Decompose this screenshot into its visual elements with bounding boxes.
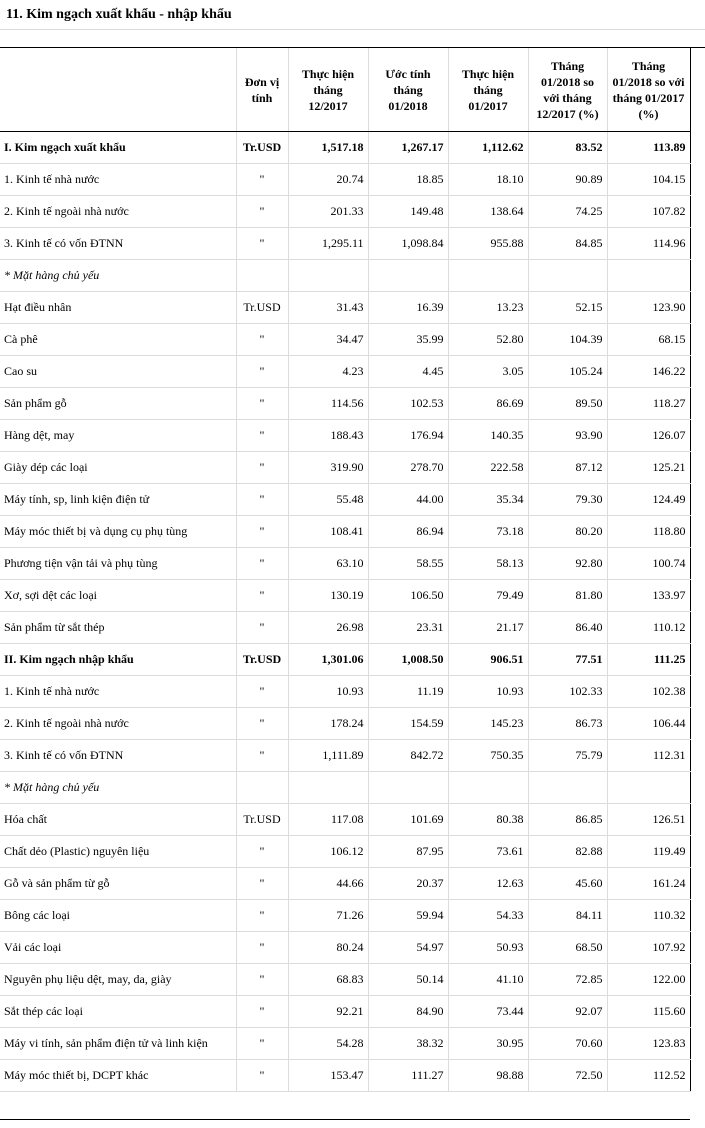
cell-dec-2017: 1,301.06 (288, 644, 368, 676)
cell-dec-2017: 188.43 (288, 420, 368, 452)
trade-table (0, 48, 691, 1092)
cell-dec-2017: 114.56 (288, 388, 368, 420)
cell-pct-vs-dec-2017: 86.73 (528, 708, 607, 740)
cell-pct-vs-dec-2017: 81.80 (528, 580, 607, 612)
cell-pct-vs-jan-2017: 107.92 (607, 932, 690, 964)
table-row (0, 836, 690, 868)
cell-dec-2017: 80.24 (288, 932, 368, 964)
row-unit: " (236, 420, 288, 452)
row-unit: " (236, 900, 288, 932)
cell-dec-2017: 92.21 (288, 996, 368, 1028)
table-row (0, 708, 690, 740)
cell-pct-vs-jan-2017: 114.96 (607, 228, 690, 260)
cell-dec-2017: 1,517.18 (288, 132, 368, 164)
cell-pct-vs-dec-2017 (528, 260, 607, 292)
cell-jan-2018-est: 278.70 (368, 452, 448, 484)
header-cell-jan-2017: Thực hiện tháng 01/2017 (448, 48, 528, 132)
cell-pct-vs-dec-2017: 75.79 (528, 740, 607, 772)
row-label: 3. Kinh tế có vốn ĐTNN (0, 740, 236, 772)
cell-jan-2017: 41.10 (448, 964, 528, 996)
row-unit: " (236, 1060, 288, 1092)
cell-pct-vs-dec-2017: 80.20 (528, 516, 607, 548)
cell-dec-2017: 44.66 (288, 868, 368, 900)
table-row (0, 164, 690, 196)
header-cell-pct-vs-jan-2017: Tháng 01/2018 so với tháng 01/2017 (%) (607, 48, 690, 132)
cell-jan-2017: 73.61 (448, 836, 528, 868)
cell-jan-2017: 30.95 (448, 1028, 528, 1060)
cell-pct-vs-dec-2017: 84.11 (528, 900, 607, 932)
cell-jan-2018-est: 58.55 (368, 548, 448, 580)
row-label: 2. Kinh tế ngoài nhà nước (0, 196, 236, 228)
row-label: Sản phẩm từ sắt thép (0, 612, 236, 644)
row-unit: " (236, 548, 288, 580)
table-row (0, 1060, 690, 1092)
cell-jan-2017: 10.93 (448, 676, 528, 708)
cell-jan-2017: 98.88 (448, 1060, 528, 1092)
table-row (0, 580, 690, 612)
table-row (0, 548, 690, 580)
row-unit: " (236, 580, 288, 612)
cell-jan-2017: 21.17 (448, 612, 528, 644)
cell-jan-2017: 138.64 (448, 196, 528, 228)
table-row (0, 644, 690, 676)
cell-jan-2017: 1,112.62 (448, 132, 528, 164)
cell-pct-vs-jan-2017: 104.15 (607, 164, 690, 196)
cell-pct-vs-jan-2017: 107.82 (607, 196, 690, 228)
cell-jan-2018-est: 38.32 (368, 1028, 448, 1060)
table-row (0, 612, 690, 644)
cell-jan-2018-est: 18.85 (368, 164, 448, 196)
cell-dec-2017: 63.10 (288, 548, 368, 580)
cell-dec-2017: 34.47 (288, 324, 368, 356)
cell-pct-vs-dec-2017: 74.25 (528, 196, 607, 228)
cell-pct-vs-dec-2017: 102.33 (528, 676, 607, 708)
cell-pct-vs-dec-2017: 104.39 (528, 324, 607, 356)
cell-jan-2018-est: 1,008.50 (368, 644, 448, 676)
table-row (0, 132, 690, 164)
cell-jan-2017: 50.93 (448, 932, 528, 964)
cell-jan-2017: 58.13 (448, 548, 528, 580)
row-unit (236, 772, 288, 804)
cell-pct-vs-dec-2017: 87.12 (528, 452, 607, 484)
cell-pct-vs-dec-2017: 84.85 (528, 228, 607, 260)
cell-jan-2018-est: 35.99 (368, 324, 448, 356)
cell-pct-vs-jan-2017: 122.00 (607, 964, 690, 996)
row-label: Sản phẩm gỗ (0, 388, 236, 420)
header-cell-unit: Đơn vị tính (236, 48, 288, 132)
cell-dec-2017: 10.93 (288, 676, 368, 708)
cell-pct-vs-jan-2017: 126.07 (607, 420, 690, 452)
row-unit: " (236, 484, 288, 516)
row-label: Giày dép các loại (0, 452, 236, 484)
cell-dec-2017: 68.83 (288, 964, 368, 996)
cell-jan-2017: 955.88 (448, 228, 528, 260)
cell-jan-2018-est: 87.95 (368, 836, 448, 868)
header-cell-dec-2017: Thực hiện tháng 12/2017 (288, 48, 368, 132)
sheet-title: 11. Kim ngạch xuất khẩu - nhập khẩu (0, 0, 705, 30)
cell-pct-vs-dec-2017: 93.90 (528, 420, 607, 452)
cell-jan-2018-est: 111.27 (368, 1060, 448, 1092)
row-label: Hàng dệt, may (0, 420, 236, 452)
row-unit: " (236, 740, 288, 772)
row-unit: " (236, 164, 288, 196)
row-label: Cà phê (0, 324, 236, 356)
cell-pct-vs-dec-2017: 86.85 (528, 804, 607, 836)
cell-pct-vs-jan-2017: 106.44 (607, 708, 690, 740)
cell-jan-2017: 750.35 (448, 740, 528, 772)
cell-jan-2017: 12.63 (448, 868, 528, 900)
cell-dec-2017: 1,295.11 (288, 228, 368, 260)
table-row (0, 900, 690, 932)
header-row (0, 48, 690, 132)
cell-dec-2017: 71.26 (288, 900, 368, 932)
cell-pct-vs-jan-2017: 133.97 (607, 580, 690, 612)
cell-pct-vs-jan-2017: 111.25 (607, 644, 690, 676)
cell-jan-2018-est (368, 260, 448, 292)
cell-pct-vs-dec-2017: 45.60 (528, 868, 607, 900)
row-unit: " (236, 612, 288, 644)
table-row (0, 260, 690, 292)
cell-pct-vs-dec-2017: 82.88 (528, 836, 607, 868)
cell-jan-2017: 79.49 (448, 580, 528, 612)
cell-jan-2018-est: 154.59 (368, 708, 448, 740)
header-cell-jan-2018-est: Ước tính tháng 01/2018 (368, 48, 448, 132)
row-label: Xơ, sợi dệt các loại (0, 580, 236, 612)
cell-pct-vs-jan-2017: 110.12 (607, 612, 690, 644)
cell-pct-vs-jan-2017: 119.49 (607, 836, 690, 868)
row-label: 1. Kinh tế nhà nước (0, 676, 236, 708)
row-label: Nguyên phụ liệu dệt, may, da, giày (0, 964, 236, 996)
table-row (0, 740, 690, 772)
cell-dec-2017: 26.98 (288, 612, 368, 644)
cell-dec-2017: 117.08 (288, 804, 368, 836)
cell-dec-2017: 130.19 (288, 580, 368, 612)
row-label: Vải các loại (0, 932, 236, 964)
cell-pct-vs-dec-2017: 77.51 (528, 644, 607, 676)
cell-jan-2018-est: 842.72 (368, 740, 448, 772)
cell-jan-2018-est: 1,098.84 (368, 228, 448, 260)
cell-pct-vs-jan-2017: 112.52 (607, 1060, 690, 1092)
row-unit: Tr.USD (236, 804, 288, 836)
blank-row (0, 30, 705, 48)
cell-jan-2018-est: 176.94 (368, 420, 448, 452)
cell-pct-vs-jan-2017: 68.15 (607, 324, 690, 356)
row-unit: " (236, 388, 288, 420)
row-unit: " (236, 1028, 288, 1060)
table-row (0, 1028, 690, 1060)
row-unit: " (236, 996, 288, 1028)
row-unit: Tr.USD (236, 292, 288, 324)
cell-jan-2018-est: 86.94 (368, 516, 448, 548)
cell-pct-vs-dec-2017: 92.07 (528, 996, 607, 1028)
cell-pct-vs-jan-2017 (607, 772, 690, 804)
cell-pct-vs-jan-2017: 100.74 (607, 548, 690, 580)
cell-dec-2017: 1,111.89 (288, 740, 368, 772)
cell-pct-vs-dec-2017 (528, 772, 607, 804)
cell-jan-2017: 35.34 (448, 484, 528, 516)
cell-jan-2018-est: 11.19 (368, 676, 448, 708)
cell-dec-2017: 4.23 (288, 356, 368, 388)
table-row (0, 388, 690, 420)
cell-dec-2017: 108.41 (288, 516, 368, 548)
table-row (0, 676, 690, 708)
row-unit: Tr.USD (236, 644, 288, 676)
row-label: Sắt thép các loại (0, 996, 236, 1028)
row-unit: " (236, 196, 288, 228)
cell-pct-vs-dec-2017: 105.24 (528, 356, 607, 388)
row-label: Hạt điều nhân (0, 292, 236, 324)
row-unit: " (236, 324, 288, 356)
row-label: Máy vi tính, sản phẩm điện tử và linh kiện (0, 1028, 236, 1060)
table-row (0, 516, 690, 548)
row-label: II. Kim ngạch nhập khẩu (0, 644, 236, 676)
cell-dec-2017: 319.90 (288, 452, 368, 484)
row-unit: " (236, 836, 288, 868)
table-row (0, 484, 690, 516)
row-unit: " (236, 356, 288, 388)
cell-dec-2017: 201.33 (288, 196, 368, 228)
table-row (0, 932, 690, 964)
row-unit: " (236, 516, 288, 548)
cell-pct-vs-dec-2017: 79.30 (528, 484, 607, 516)
header-cell-pct-vs-dec-2017: Tháng 01/2018 so với tháng 12/2017 (%) (528, 48, 607, 132)
cell-jan-2018-est: 54.97 (368, 932, 448, 964)
row-label: Cao su (0, 356, 236, 388)
table-row (0, 356, 690, 388)
row-label: Phương tiện vận tải và phụ tùng (0, 548, 236, 580)
cell-jan-2017: 222.58 (448, 452, 528, 484)
cell-pct-vs-dec-2017: 72.85 (528, 964, 607, 996)
table-row (0, 228, 690, 260)
cell-pct-vs-jan-2017: 113.89 (607, 132, 690, 164)
cell-pct-vs-dec-2017: 52.15 (528, 292, 607, 324)
cell-pct-vs-dec-2017: 68.50 (528, 932, 607, 964)
cell-pct-vs-jan-2017: 126.51 (607, 804, 690, 836)
cell-pct-vs-dec-2017: 90.89 (528, 164, 607, 196)
table-row (0, 324, 690, 356)
row-label: Hóa chất (0, 804, 236, 836)
row-label: Máy móc thiết bị và dụng cụ phụ tùng (0, 516, 236, 548)
row-unit: " (236, 964, 288, 996)
cell-pct-vs-dec-2017: 92.80 (528, 548, 607, 580)
row-unit: " (236, 932, 288, 964)
row-label: * Mặt hàng chủ yếu (0, 772, 236, 804)
cell-jan-2018-est: 23.31 (368, 612, 448, 644)
cell-dec-2017: 54.28 (288, 1028, 368, 1060)
cell-pct-vs-jan-2017: 110.32 (607, 900, 690, 932)
blank-row (0, 1092, 690, 1120)
row-label: Máy tính, sp, linh kiện điện tử (0, 484, 236, 516)
row-unit: " (236, 708, 288, 740)
cell-dec-2017: 178.24 (288, 708, 368, 740)
cell-jan-2017: 906.51 (448, 644, 528, 676)
table-row (0, 772, 690, 804)
row-label: Gỗ và sản phẩm từ gỗ (0, 868, 236, 900)
cell-jan-2018-est: 101.69 (368, 804, 448, 836)
cell-dec-2017: 55.48 (288, 484, 368, 516)
cell-pct-vs-dec-2017: 70.60 (528, 1028, 607, 1060)
cell-pct-vs-jan-2017: 125.21 (607, 452, 690, 484)
row-unit: " (236, 676, 288, 708)
cell-jan-2017: 18.10 (448, 164, 528, 196)
row-label: Máy móc thiết bị, DCPT khác (0, 1060, 236, 1092)
row-unit: Tr.USD (236, 132, 288, 164)
row-label: 1. Kinh tế nhà nước (0, 164, 236, 196)
cell-jan-2017: 13.23 (448, 292, 528, 324)
cell-jan-2018-est: 106.50 (368, 580, 448, 612)
row-label: 3. Kinh tế có vốn ĐTNN (0, 228, 236, 260)
cell-jan-2017: 3.05 (448, 356, 528, 388)
cell-jan-2017: 86.69 (448, 388, 528, 420)
cell-pct-vs-jan-2017: 123.90 (607, 292, 690, 324)
table-row (0, 452, 690, 484)
cell-jan-2017: 80.38 (448, 804, 528, 836)
cell-dec-2017 (288, 772, 368, 804)
row-label: * Mặt hàng chủ yếu (0, 260, 236, 292)
table-row (0, 996, 690, 1028)
cell-jan-2018-est: 59.94 (368, 900, 448, 932)
cell-jan-2018-est: 20.37 (368, 868, 448, 900)
table-body (0, 132, 690, 1092)
cell-jan-2017: 73.18 (448, 516, 528, 548)
cell-jan-2017 (448, 260, 528, 292)
cell-dec-2017: 106.12 (288, 836, 368, 868)
row-unit (236, 260, 288, 292)
cell-dec-2017 (288, 260, 368, 292)
table-row (0, 292, 690, 324)
cell-jan-2017: 73.44 (448, 996, 528, 1028)
cell-jan-2018-est: 102.53 (368, 388, 448, 420)
cell-pct-vs-jan-2017: 124.49 (607, 484, 690, 516)
row-label: Bông các loại (0, 900, 236, 932)
row-label: Chất dẻo (Plastic) nguyên liệu (0, 836, 236, 868)
row-label: I. Kim ngạch xuất khẩu (0, 132, 236, 164)
cell-pct-vs-dec-2017: 72.50 (528, 1060, 607, 1092)
cell-jan-2017: 140.35 (448, 420, 528, 452)
cell-jan-2018-est (368, 772, 448, 804)
table-row (0, 964, 690, 996)
header-cell-label (0, 48, 236, 132)
cell-pct-vs-jan-2017: 146.22 (607, 356, 690, 388)
cell-pct-vs-jan-2017: 123.83 (607, 1028, 690, 1060)
cell-jan-2017: 54.33 (448, 900, 528, 932)
cell-dec-2017: 153.47 (288, 1060, 368, 1092)
cell-jan-2018-est: 1,267.17 (368, 132, 448, 164)
cell-jan-2018-est: 16.39 (368, 292, 448, 324)
cell-jan-2018-est: 50.14 (368, 964, 448, 996)
cell-jan-2017 (448, 772, 528, 804)
table-row (0, 196, 690, 228)
cell-jan-2018-est: 4.45 (368, 356, 448, 388)
cell-pct-vs-jan-2017: 115.60 (607, 996, 690, 1028)
cell-pct-vs-jan-2017: 102.38 (607, 676, 690, 708)
cell-pct-vs-jan-2017 (607, 260, 690, 292)
cell-dec-2017: 31.43 (288, 292, 368, 324)
cell-pct-vs-jan-2017: 161.24 (607, 868, 690, 900)
row-unit: " (236, 228, 288, 260)
cell-pct-vs-jan-2017: 118.80 (607, 516, 690, 548)
cell-jan-2018-est: 44.00 (368, 484, 448, 516)
table-row (0, 420, 690, 452)
cell-pct-vs-dec-2017: 86.40 (528, 612, 607, 644)
cell-pct-vs-jan-2017: 112.31 (607, 740, 690, 772)
table-row (0, 868, 690, 900)
row-label: 2. Kinh tế ngoài nhà nước (0, 708, 236, 740)
cell-jan-2018-est: 84.90 (368, 996, 448, 1028)
cell-jan-2018-est: 149.48 (368, 196, 448, 228)
row-unit: " (236, 868, 288, 900)
cell-dec-2017: 20.74 (288, 164, 368, 196)
cell-jan-2017: 52.80 (448, 324, 528, 356)
cell-jan-2017: 145.23 (448, 708, 528, 740)
table-row (0, 804, 690, 836)
row-unit: " (236, 452, 288, 484)
cell-pct-vs-jan-2017: 118.27 (607, 388, 690, 420)
cell-pct-vs-dec-2017: 89.50 (528, 388, 607, 420)
cell-pct-vs-dec-2017: 83.52 (528, 132, 607, 164)
